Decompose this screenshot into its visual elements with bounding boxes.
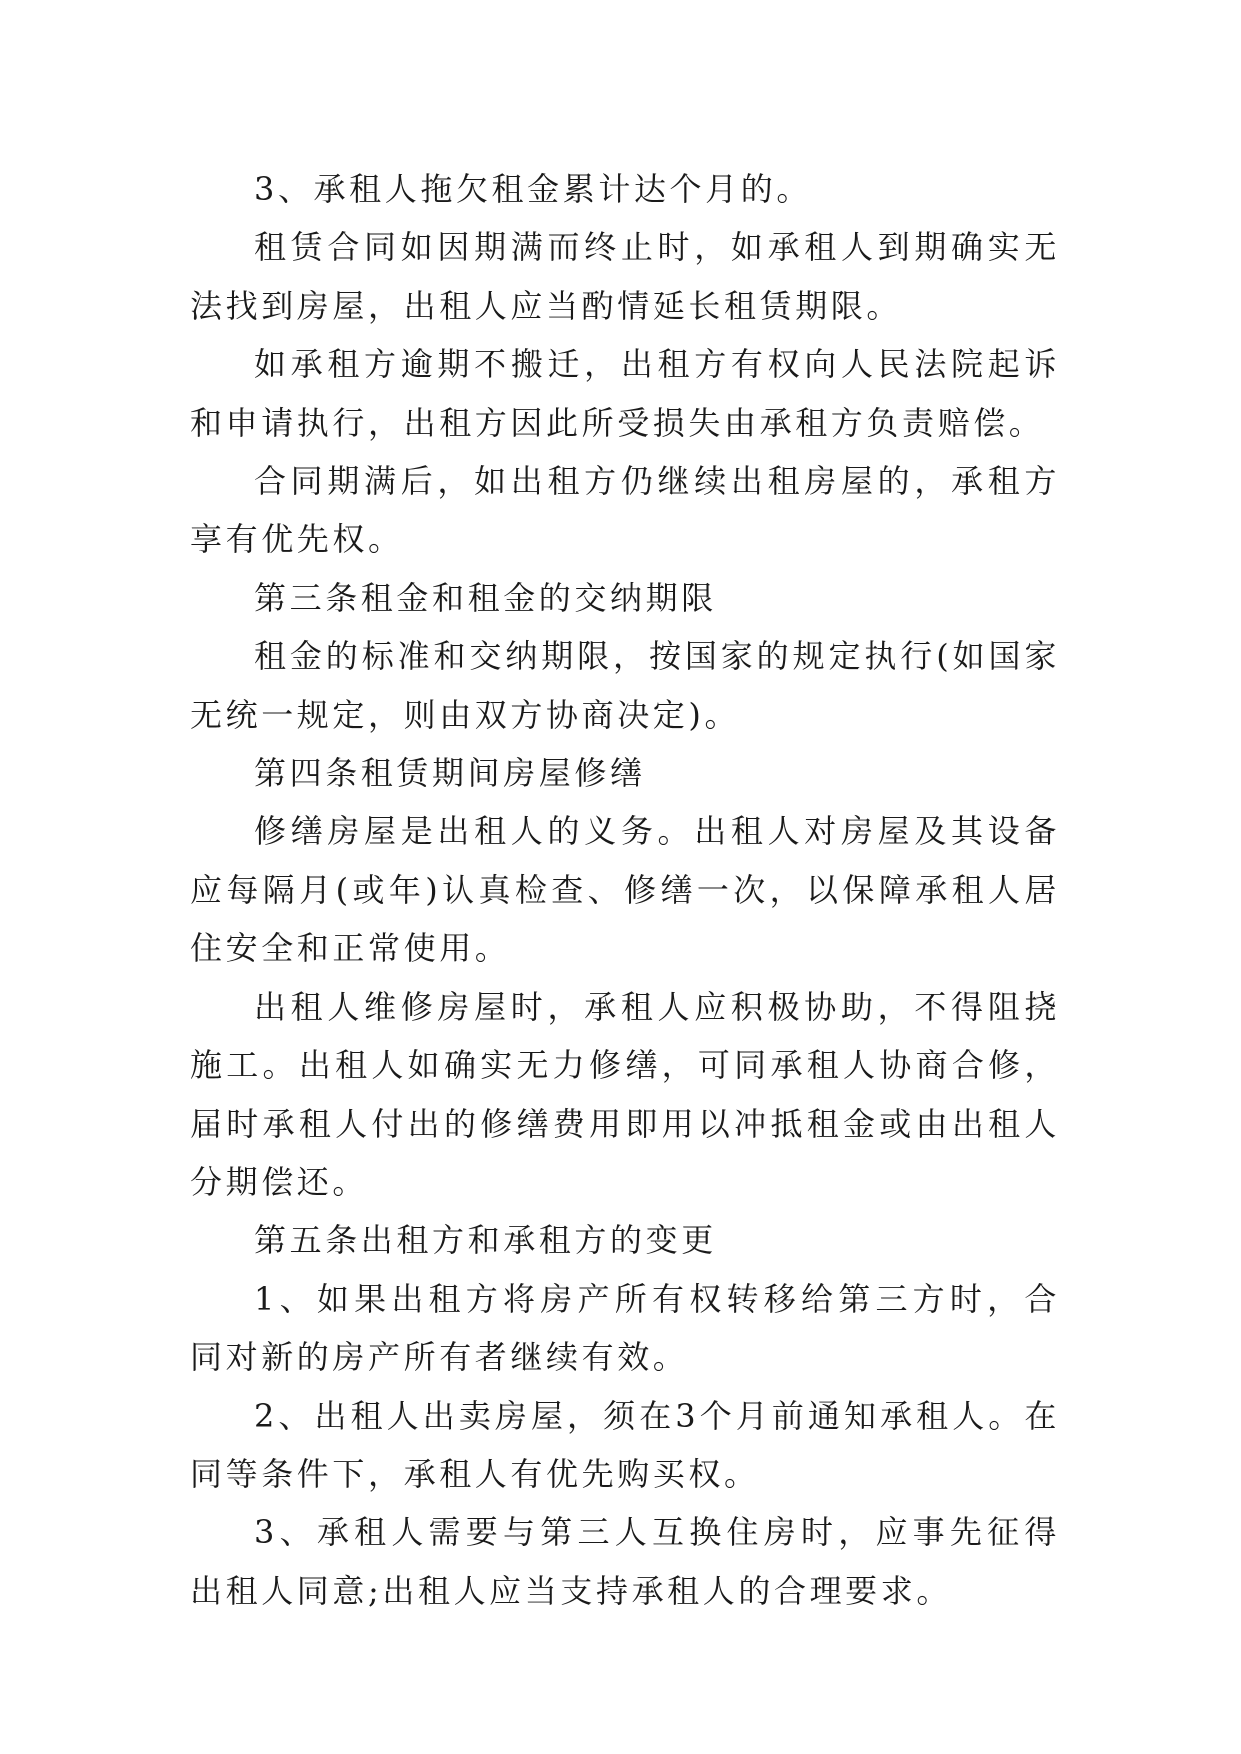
paragraph: 合同期满后，如出租方仍继续出租房屋的，承租方享有优先权。 <box>190 462 1060 559</box>
section-heading: 第三条租金和租金的交纳期限 <box>254 578 717 617</box>
paragraph: 出租人维修房屋时，承租人应积极协助，不得阻挠施工。出租人如确实无力修缮，可同承租人协商合修，届时承租人付出的修缮费用即用以冲抵租金或由出租人分期偿还。 <box>190 987 1060 1201</box>
document-body <box>190 160 1060 1620</box>
paragraph: 租金的标准和交纳期限，按国家的规定执行(如国家无统一规定，则由双方协商决定)。 <box>190 637 1060 734</box>
paragraph: 修缮房屋是出租人的义务。出租人对房屋及其设备应每隔月(或年)认真检查、修缮一次，以保障承租人居住安全和正常使用。 <box>190 812 1060 968</box>
section-heading: 第五条出租方和承租方的变更 <box>254 1221 717 1260</box>
paragraph: 租赁合同如因期满而终止时，如承租人到期确实无法找到房屋，出租人应当酌情延长租赁期限。 <box>190 228 1060 325</box>
paragraph: 3、承租人需要与第三人互换住房时，应事先征得出租人同意;出租人应当支持承租人的合理要求。 <box>190 1513 1060 1610</box>
paragraph: 2、出租人出卖房屋，须在3个月前通知承租人。在同等条件下，承租人有优先购买权。 <box>190 1396 1060 1493</box>
paragraph: 1、如果出租方将房产所有权转移给第三方时，合同对新的房产所有者继续有效。 <box>190 1279 1060 1377</box>
paragraph: 如承租方逾期不搬迁，出租方有权向人民法院起诉和申请执行，出租方因此所受损失由承租方负责赔偿。 <box>190 345 1060 442</box>
paragraph: 3、承租人拖欠租金累计达个月的。 <box>254 170 812 208</box>
section-heading: 第四条租赁期间房屋修缮 <box>254 754 646 793</box>
